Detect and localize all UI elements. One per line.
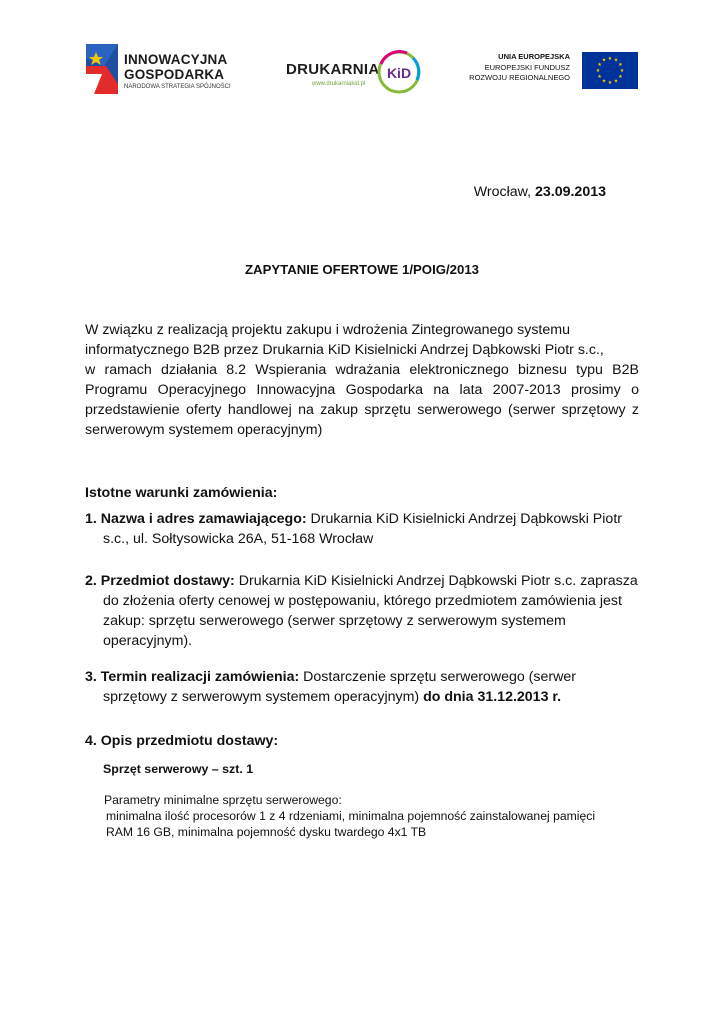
document-title: ZAPYTANIE OFERTOWE 1/POIG/2013 xyxy=(244,262,479,277)
item3-text: Dostarczenie sprzętu serwerowego (serwer xyxy=(299,669,576,685)
item2-text: operacyjnym). xyxy=(103,633,193,649)
intro-line: W związku z realizacją projektu zakupu i wdrożenia Zintegrowanego systemu xyxy=(85,322,570,338)
ig-logo-line1: INNOWACYJNA xyxy=(124,52,228,67)
svg-text:★: ★ xyxy=(618,74,623,80)
intro-line: Programu Operacyjnego Innowacyjna Gospodarka na lata 2007-2013 prosimy o xyxy=(85,382,639,398)
item1-label: 1. Nazwa i adres zamawiającego: xyxy=(85,511,307,527)
list-item-1 xyxy=(85,509,645,549)
params-line: Parametry minimalne sprzętu serwerowego: xyxy=(104,793,342,807)
svg-text:★: ★ xyxy=(619,68,625,74)
kid-mark: KiD xyxy=(386,65,412,81)
kid-logo-url: www.drukarniakid.pl xyxy=(312,81,366,87)
parameters-block xyxy=(104,792,664,840)
item2-text: zakup: sprzętu serwerowego (serwer sprzętowy z serwerowym systemem xyxy=(103,613,566,629)
item1-text: s.c., ul. Sołtysowicka 26A, 51-168 Wrocław xyxy=(103,531,374,547)
intro-line: w ramach działania 8.2 Wspierania wdrażania elektronicznego biznesu typu B2B xyxy=(85,362,639,378)
innowacyjna-gospodarka-logo xyxy=(86,42,236,98)
eu-logo-line3: ROZWOJU REGIONALNEGO xyxy=(469,73,570,82)
ig-logo-line2: GOSPODARKA xyxy=(124,67,225,82)
item2-text: do złożenia oferty cenowej w postępowaniu, którego przedmiotem zamówienia jest xyxy=(103,593,622,609)
ig-logo-line3: NARODOWA STRATEGIA SPÓJNOŚCI xyxy=(124,84,231,90)
intro-paragraph xyxy=(85,320,639,440)
item3-label: 3. Termin realizacji zamówienia: xyxy=(85,669,300,685)
eu-logo xyxy=(469,52,640,92)
svg-text:★: ★ xyxy=(597,62,602,68)
eu-flag-icon xyxy=(582,52,638,89)
item2-text: Drukarnia KiD Kisielnicki Andrzej Dąbkowski Piotr s.c. zaprasza xyxy=(234,573,638,589)
list-item-2 xyxy=(85,571,645,651)
kid-circle-icon xyxy=(377,50,421,94)
item3-deadline: do dnia 31.12.2013 r. xyxy=(423,689,562,705)
eu-logo-line1: UNIA EUROPEJSKA xyxy=(498,52,570,61)
svg-text:★: ★ xyxy=(607,56,613,62)
svg-text:★: ★ xyxy=(597,74,602,80)
eu-logo-line2: EUROPEJSKI FUNDUSZ xyxy=(484,63,570,72)
intro-line: serwerowym systemem operacyjnym) xyxy=(85,422,323,438)
document-date xyxy=(474,182,606,202)
svg-text:★: ★ xyxy=(595,68,601,74)
svg-text:★: ★ xyxy=(601,78,607,85)
svg-text:★: ★ xyxy=(601,57,607,64)
date-value: 23.09.2013 xyxy=(534,184,606,200)
item1-text: Drukarnia KiD Kisielnicki Andrzej Dąbkowski Piotr xyxy=(306,511,622,527)
item2-label: 2. Przedmiot dostawy: xyxy=(85,573,235,589)
intro-line: informatycznego B2B przez Drukarnia KiD Kisielnicki Andrzej Dąbkowski Piotr s.c., xyxy=(85,342,604,358)
kid-logo-name: DRUKARNIA xyxy=(286,61,380,78)
ig-flag-icon xyxy=(86,44,118,94)
item4-label: 4. Opis przedmiotu dostawy: xyxy=(85,733,279,749)
intro-line: przedstawienie oferty handlowej na zakup sprzętu serwerowego (serwer sprzętowy z xyxy=(85,402,639,418)
svg-text:★: ★ xyxy=(607,80,613,86)
params-line: minimalna ilość procesorów 1 z 4 rdzeniami, minimalna pojemność zainstalowanej pamięci xyxy=(106,809,596,823)
date-place: Wrocław, xyxy=(473,184,535,200)
svg-text:★: ★ xyxy=(613,57,619,64)
params-line: RAM 16 GB, minimalna pojemność dysku twardego 4x1 TB xyxy=(106,825,427,839)
svg-text:★: ★ xyxy=(618,62,623,68)
equipment-heading: Sprzęt serwerowy – szt. 1 xyxy=(103,762,254,776)
drukarnia-kid-logo xyxy=(284,44,444,98)
item3-text: sprzętowy z serwerowym systemem operacyjnym) xyxy=(103,689,424,705)
svg-text:★: ★ xyxy=(613,78,619,85)
list-item-4 xyxy=(85,731,645,751)
list-item-3 xyxy=(85,667,645,707)
conditions-heading: Istotne warunki zamówienia: xyxy=(85,485,278,501)
